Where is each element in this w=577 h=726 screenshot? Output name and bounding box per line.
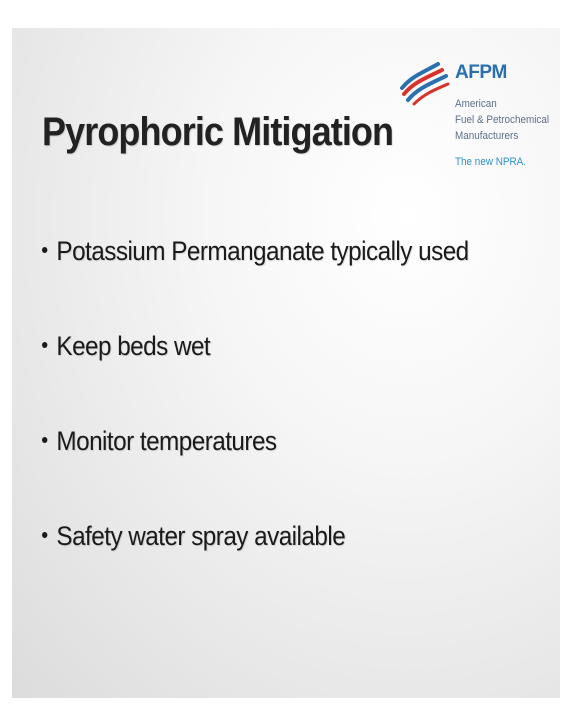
bullet-list — [42, 236, 516, 616]
logo-name: AFPM — [455, 62, 507, 83]
bullet-item — [42, 426, 469, 521]
logo-line-3: Manufacturers — [455, 130, 519, 142]
slide-title: Pyrophoric Mitigation — [42, 110, 394, 154]
logo-line-1: American — [455, 98, 497, 110]
afpm-flag-icon — [398, 58, 450, 106]
bullet-item — [42, 521, 469, 616]
logo-tagline: The new NPRA. — [455, 156, 526, 168]
bullet-text: Monitor temperatures — [56, 426, 277, 456]
bullet-dot-icon — [42, 532, 47, 538]
bullet-text: Keep beds wet — [56, 331, 211, 361]
bullet-item — [42, 331, 469, 426]
bullet-dot-icon — [42, 342, 47, 348]
bullet-dot-icon — [42, 437, 47, 443]
logo-line-2: Fuel & Petrochemical — [455, 114, 550, 126]
bullet-text: Potassium Permanganate typically used — [56, 236, 469, 266]
bullet-item — [42, 236, 469, 331]
bullet-dot-icon — [42, 247, 47, 253]
afpm-logo — [398, 58, 548, 178]
bullet-text: Safety water spray available — [56, 521, 346, 551]
